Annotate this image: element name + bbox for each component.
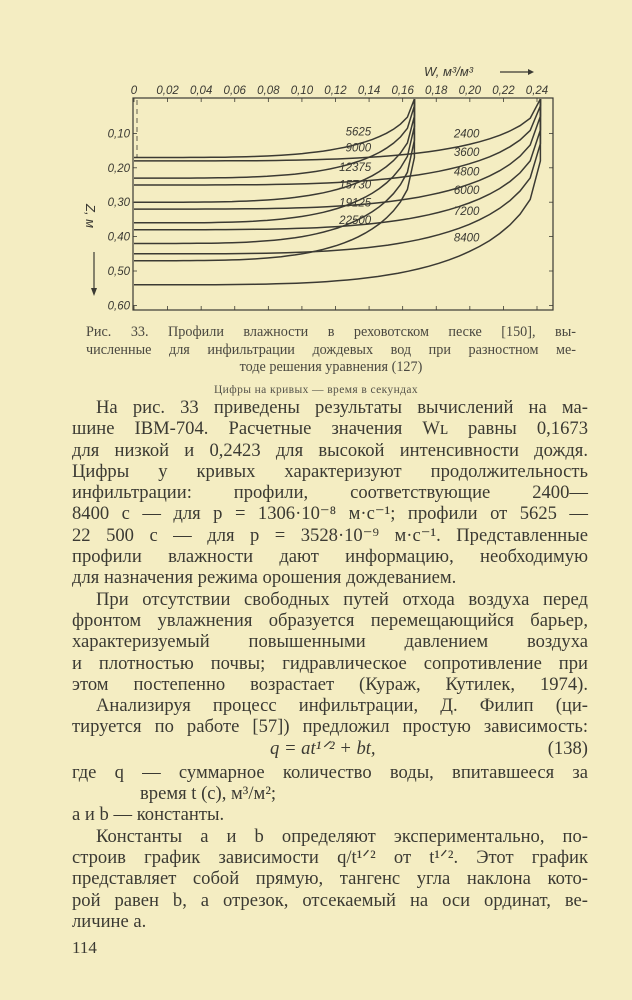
text-line: a и b — константы.	[72, 804, 225, 826]
y-axis-arrowhead-icon	[91, 288, 97, 296]
x-tick-label: 0,06	[223, 85, 246, 97]
text-line: профили влажности дают информацию, необходимую	[72, 546, 588, 568]
text-line: тируется по работе [57]) предложил простую зависимость:	[72, 716, 588, 738]
x-axis-arrowhead-icon	[528, 69, 534, 75]
x-tick-label: 0,24	[525, 85, 549, 97]
curve-label-19125: 19125	[339, 197, 372, 210]
curve-label-12375: 12375	[339, 162, 372, 175]
curve-label-2400: 2400	[453, 128, 480, 141]
figure-caption	[86, 324, 576, 377]
y-tick-label: 0,50	[107, 266, 130, 278]
profile-curve-19125	[134, 99, 414, 244]
caption-line: численные для инфильтрации дождевых вод при разностном ме-	[86, 341, 576, 358]
body-text	[72, 397, 588, 932]
formula: q = at¹ᐟ² + bt,	[270, 737, 376, 759]
y-tick-label: 0,30	[107, 197, 130, 210]
curve-label-8400: 8400	[453, 232, 480, 245]
curve-label-7200: 7200	[453, 205, 480, 218]
page-number: 114	[72, 938, 97, 957]
x-tick-label: 0,10	[290, 85, 314, 97]
text-line: где q — суммарное количество воды, впитавшееся за	[72, 761, 588, 783]
caption-note: Цифры на кривых — время в секундах	[213, 384, 419, 396]
y-tick-label: 0,20	[107, 162, 130, 175]
formula-number: (138)	[547, 737, 588, 759]
text-line: При отсутствии свободных путей отхода воздуха перед	[96, 588, 588, 610]
text-line: инфильтрации: профили, соответствующие 2400—	[72, 482, 588, 504]
text-line: Константы a и b определяют экспериментально, по-	[96, 825, 588, 847]
text-line: представляет собой прямую, тангенс угла наклона кото-	[72, 868, 588, 890]
text-line: шине IBM-704. Расчетные значения Wʟ равны 0,1673	[72, 418, 588, 440]
text-line: и плотностью почвы; гидравлическое сопротивление при	[72, 652, 588, 674]
caption-line: тоде решения уравнения (127)	[239, 359, 423, 375]
x-tick-label: 0,22	[492, 85, 515, 97]
profile-curve-9000	[134, 99, 414, 178]
text-line: рой равен b, а отрезок, отсекаемый на оси ординат, ве-	[72, 889, 588, 911]
y-tick-label: 0,40	[107, 231, 130, 244]
curve-label-15730: 15730	[339, 179, 372, 192]
text-line: фронтом увлажнения образуется перемещающийся барьер,	[72, 609, 588, 631]
text-line: для назначения режима орошения дождеванием.	[72, 567, 457, 589]
x-tick-label: 0,14	[357, 85, 381, 97]
x-tick-label: 0,16	[391, 85, 414, 97]
text-line: характеризуемый повышенными давлением воздуха	[72, 631, 588, 653]
caption-line: Рис. 33. Профили влажности в реховотском песке [150], вы-	[86, 324, 576, 340]
profile-curve-5625	[134, 99, 414, 158]
y-axis-label: Z, м	[83, 204, 98, 229]
text-line: 22 500 с — для p = 3528·10⁻⁹ м·с⁻¹. Представленные	[72, 524, 588, 546]
moisture-profile-chart	[0, 0, 632, 330]
curve-label-5625: 5625	[345, 126, 372, 139]
text-line: этом постепенно возрастает (Кураж, Кутилек, 1974).	[72, 673, 588, 695]
formula-line	[72, 738, 588, 762]
text-line: время t (с), м³/м²;	[140, 783, 277, 805]
x-tick-label: 0	[130, 85, 138, 97]
text-line: На рис. 33 приведены результаты вычислений на ма-	[96, 397, 588, 418]
x-tick-label: 0,08	[257, 85, 280, 97]
x-tick-label: 0,18	[425, 85, 448, 97]
curve-label-3600: 3600	[453, 147, 480, 160]
text-line: личине a.	[72, 910, 147, 932]
text-line: Анализируя процесс инфильтрации, Д. Филип (ци-	[96, 695, 588, 717]
text-line: строив график зависимости q/t¹ᐟ² от t¹ᐟ². Этот график	[72, 846, 588, 868]
x-axis-label: W, м³/м³	[424, 64, 474, 79]
text-line: Цифры у кривых характеризуют продолжительность	[72, 460, 588, 482]
curve-label-9000: 9000	[345, 142, 372, 155]
profile-curve-12375	[134, 99, 414, 202]
x-tick-label: 0,12	[324, 85, 347, 97]
x-tick-label: 0,20	[458, 85, 482, 97]
curve-label-6000: 6000	[453, 185, 480, 198]
text-line: для низкой и 0,2423 для высокой интенсивности дождя.	[72, 439, 588, 461]
x-tick-label: 0,02	[156, 85, 179, 97]
curve-label-22500: 22500	[339, 214, 372, 227]
y-tick-label: 0,10	[107, 128, 130, 141]
curve-label-4800: 4800	[453, 166, 480, 179]
x-tick-label: 0,04	[189, 85, 213, 97]
text-line: 8400 с — для p = 1306·10⁻⁸ м·с⁻¹; профили от 5625 —	[72, 503, 588, 525]
y-tick-label: 0,60	[107, 300, 130, 313]
